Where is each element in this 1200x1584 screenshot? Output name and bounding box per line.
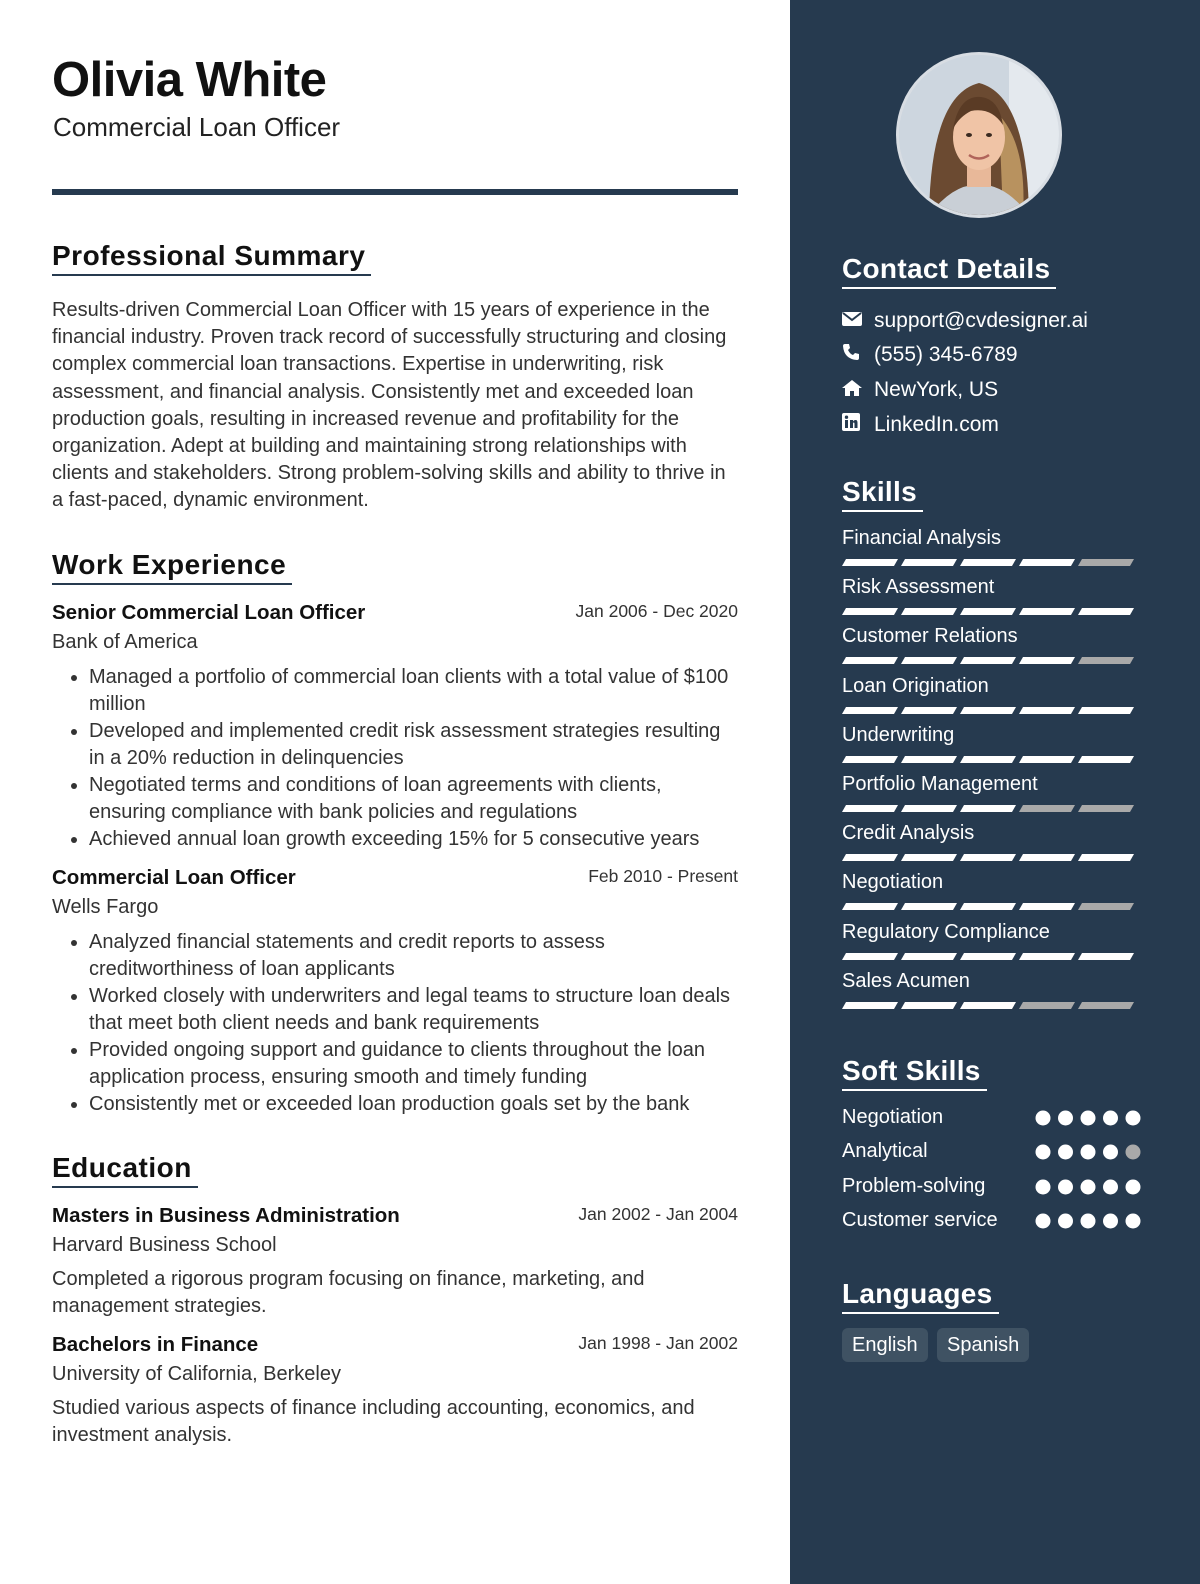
skill-name: Risk Assessment <box>842 576 995 599</box>
job-title: Senior Commercial Loan Officer <box>52 601 366 624</box>
education-description: Completed a rigorous program focusing on finance, marketing, and management strategies. <box>52 1268 645 1317</box>
skill-level-segment <box>842 903 898 910</box>
bullet-item: • Consistently met or exceeded loan production goals set by the bank <box>89 1091 738 1118</box>
job-bullets <box>52 664 738 853</box>
skills-heading: Skills <box>842 476 923 512</box>
skill-level-bar <box>842 657 1137 665</box>
skill-level-segment <box>1078 854 1134 861</box>
rating-dot <box>1058 1111 1073 1126</box>
rating-dot <box>1103 1213 1118 1228</box>
experience-heading: Work Experience <box>52 549 292 585</box>
bullet-item: • Developed and implemented credit risk assessment strategies resulting in a 20% reduction in delinquencies <box>89 718 738 772</box>
skill-level-bar <box>842 756 1137 764</box>
skill-name: Sales Acumen <box>842 969 970 992</box>
skill-level-segment <box>901 608 957 615</box>
rating-dot <box>1126 1179 1141 1194</box>
contact-heading: Contact Details <box>842 253 1056 289</box>
header-divider <box>52 189 738 195</box>
job-dates: Jan 2006 - Dec 2020 <box>575 601 738 621</box>
skill-level-bar <box>842 707 1137 715</box>
skill-name: Regulatory Compliance <box>842 920 1050 943</box>
rating-dot <box>1058 1145 1073 1160</box>
candidate-title: Commercial Loan Officer <box>53 112 341 142</box>
skill-level-segment <box>842 559 898 566</box>
skill-level-segment <box>960 756 1016 763</box>
skill-level-segment <box>842 805 898 812</box>
skill-level-segment <box>1078 657 1134 664</box>
skill-level-segment <box>960 657 1016 664</box>
skill-level-segment <box>960 707 1016 714</box>
school: Harvard Business School <box>52 1234 277 1256</box>
skill-level-bar <box>842 953 1137 961</box>
bullet-item: • Worked closely with underwriters and legal teams to structure loan deals that meet both client needs and bank requirements <box>89 983 738 1037</box>
skill-level-segment <box>960 953 1016 960</box>
skill-level-segment <box>901 756 957 763</box>
education-dates: Jan 1998 - Jan 2002 <box>578 1333 738 1353</box>
language-chip: Spanish <box>937 1328 1029 1362</box>
skill-level-segment <box>1078 559 1134 566</box>
skill-level-segment <box>1019 1002 1075 1009</box>
education-entry <box>52 1333 738 1449</box>
rating-dot <box>1081 1213 1096 1228</box>
skill-level-segment <box>1019 608 1075 615</box>
skill-level-segment <box>901 854 957 861</box>
language-chip: English <box>842 1328 928 1362</box>
contact-email[interactable] <box>842 309 1088 333</box>
skill-name: Financial Analysis <box>842 527 1001 549</box>
rating-dot <box>1058 1213 1073 1228</box>
soft-skill-name: Negotiation <box>842 1106 944 1128</box>
degree: Bachelors in Finance <box>52 1333 259 1356</box>
job-dates: Feb 2010 - Present <box>588 866 738 886</box>
rating-dot <box>1126 1213 1141 1228</box>
bullet-item: • Managed a portfolio of commercial loan clients with a total value of $100 million <box>89 664 738 718</box>
job-title: Commercial Loan Officer <box>52 866 296 889</box>
skill-level-segment <box>1019 854 1075 861</box>
skill-level-segment <box>901 657 957 664</box>
skill-level-segment <box>1078 805 1134 812</box>
rating-dot <box>1081 1179 1096 1194</box>
phone-text: (555) 345-6789 <box>874 343 1018 366</box>
job-company: Wells Fargo <box>52 896 159 918</box>
skill-level-segment <box>901 953 957 960</box>
contact-phone[interactable] <box>842 343 1018 367</box>
skill-level-segment <box>901 1002 957 1009</box>
skill-level-segment <box>1019 559 1075 566</box>
skill-level-segment <box>960 608 1016 615</box>
skill-level-segment <box>1019 756 1075 763</box>
rating-dot <box>1103 1179 1118 1194</box>
skill-level-segment <box>842 608 898 615</box>
skill-level-segment <box>960 1002 1016 1009</box>
skill-level-segment <box>842 953 898 960</box>
home-icon <box>842 378 864 402</box>
skill-level-segment <box>1019 657 1075 664</box>
rating-dot <box>1126 1145 1141 1160</box>
skill-level-segment <box>1019 805 1075 812</box>
education-entry <box>52 1204 738 1320</box>
school: University of California, Berkeley <box>52 1363 341 1385</box>
bullet-item: • Achieved annual loan growth exceeding 15% for 5 consecutive years <box>89 826 738 853</box>
skill-name: Credit Analysis <box>842 822 975 845</box>
rating-dot <box>1126 1111 1141 1126</box>
avatar <box>899 55 1059 215</box>
skill-level-segment <box>1019 903 1075 910</box>
email-text: support@cvdesigner.ai <box>874 309 1088 332</box>
rating-dot <box>1058 1179 1073 1194</box>
rating-dot <box>1036 1213 1051 1228</box>
skill-level-segment <box>1078 707 1134 714</box>
contact-linkedin[interactable] <box>842 413 999 437</box>
languages-heading: Languages <box>842 1278 999 1314</box>
linkedin-icon <box>842 413 864 437</box>
rating-dot <box>1103 1145 1118 1160</box>
job-entry <box>52 866 738 1118</box>
skill-level-segment <box>901 805 957 812</box>
skill-level-segment <box>960 805 1016 812</box>
rating-dot <box>1036 1111 1051 1126</box>
bullet-item: • Provided ongoing support and guidance to clients throughout the loan application process, ensuring smooth and timely funding <box>89 1037 738 1091</box>
skill-level-segment <box>842 657 898 664</box>
education-dates: Jan 2002 - Jan 2004 <box>578 1204 738 1224</box>
skill-name: Negotiation <box>842 871 944 894</box>
soft-skill-name: Problem-solving <box>842 1174 986 1197</box>
profile-photo <box>896 52 1062 218</box>
soft-skill-rating <box>1034 1109 1144 1127</box>
skill-level-bar <box>842 854 1137 862</box>
bullet-item: • Analyzed financial statements and credit reports to assess creditworthiness of loan applicants <box>89 929 738 983</box>
skill-level-segment <box>1019 707 1075 714</box>
rating-dot <box>1081 1145 1096 1160</box>
skill-level-bar <box>842 903 1137 911</box>
summary-text: Results-driven Commercial Loan Officer with 15 years of experience in the financial industry. Proven track record of successfully structuring and closing complex commercial loan transactions. Expertise in underwriting, risk assessment, and financial analysis. Consistently met and exceeded loan production goals, resulting in increased revenue and profitability for the organization. Adept at building and maintaining strong relationships with clients and stakeholders. Strong problem-solving skills and ability to thrive in a fast-paced, dynamic environment. <box>52 299 727 512</box>
education-heading: Education <box>52 1152 198 1188</box>
skill-level-segment <box>1078 953 1134 960</box>
location-text: NewYork, US <box>874 378 999 401</box>
skill-level-segment <box>842 756 898 763</box>
education-description: Studied various aspects of finance including accounting, economics, and investment analysis. <box>52 1397 695 1446</box>
skill-level-segment <box>960 903 1016 910</box>
skill-level-segment <box>1078 1002 1134 1009</box>
candidate-name: Olivia White <box>52 53 327 107</box>
skill-level-segment <box>842 854 898 861</box>
contact-location <box>842 378 998 402</box>
skill-level-segment <box>842 707 898 714</box>
soft-skills-heading: Soft Skills <box>842 1055 987 1091</box>
skill-name: Customer Relations <box>842 625 1018 648</box>
rating-dot <box>1081 1111 1096 1126</box>
skill-level-segment <box>901 903 957 910</box>
bullet-item: • Negotiated terms and conditions of loan agreements with clients, ensuring compliance with bank policies and regulations <box>89 772 738 826</box>
rating-dot <box>1036 1145 1051 1160</box>
skill-level-segment <box>901 707 957 714</box>
skill-level-segment <box>842 1002 898 1009</box>
summary-heading: Professional Summary <box>52 240 371 276</box>
skill-name: Underwriting <box>842 723 955 746</box>
skill-level-segment <box>901 559 957 566</box>
skill-level-segment <box>1078 608 1134 615</box>
skill-level-segment <box>1078 903 1134 910</box>
soft-skill-rating <box>1034 1178 1144 1196</box>
job-bullets <box>52 929 738 1118</box>
rating-dot <box>1036 1179 1051 1194</box>
rating-dot <box>1103 1111 1118 1126</box>
linkedin-text: LinkedIn.com <box>874 413 999 436</box>
soft-skill-rating <box>1034 1212 1144 1230</box>
soft-skill-name: Customer service <box>842 1208 998 1231</box>
job-company: Bank of America <box>52 631 198 653</box>
skill-name: Loan Origination <box>842 674 989 697</box>
skill-level-bar <box>842 559 1137 567</box>
skill-level-segment <box>1019 953 1075 960</box>
sidebar <box>790 0 1200 1584</box>
skill-level-bar <box>842 608 1137 616</box>
skill-level-segment <box>960 854 1016 861</box>
skill-level-segment <box>960 559 1016 566</box>
skill-level-bar <box>842 1002 1137 1010</box>
envelope-icon <box>842 309 864 333</box>
phone-icon <box>842 343 864 367</box>
soft-skill-name: Analytical <box>842 1140 928 1163</box>
skill-name: Portfolio Management <box>842 773 1038 795</box>
skill-level-bar <box>842 805 1137 813</box>
skill-level-segment <box>1078 756 1134 763</box>
degree: Masters in Business Administration <box>52 1204 400 1227</box>
job-entry <box>52 601 738 853</box>
soft-skill-rating <box>1034 1143 1144 1161</box>
